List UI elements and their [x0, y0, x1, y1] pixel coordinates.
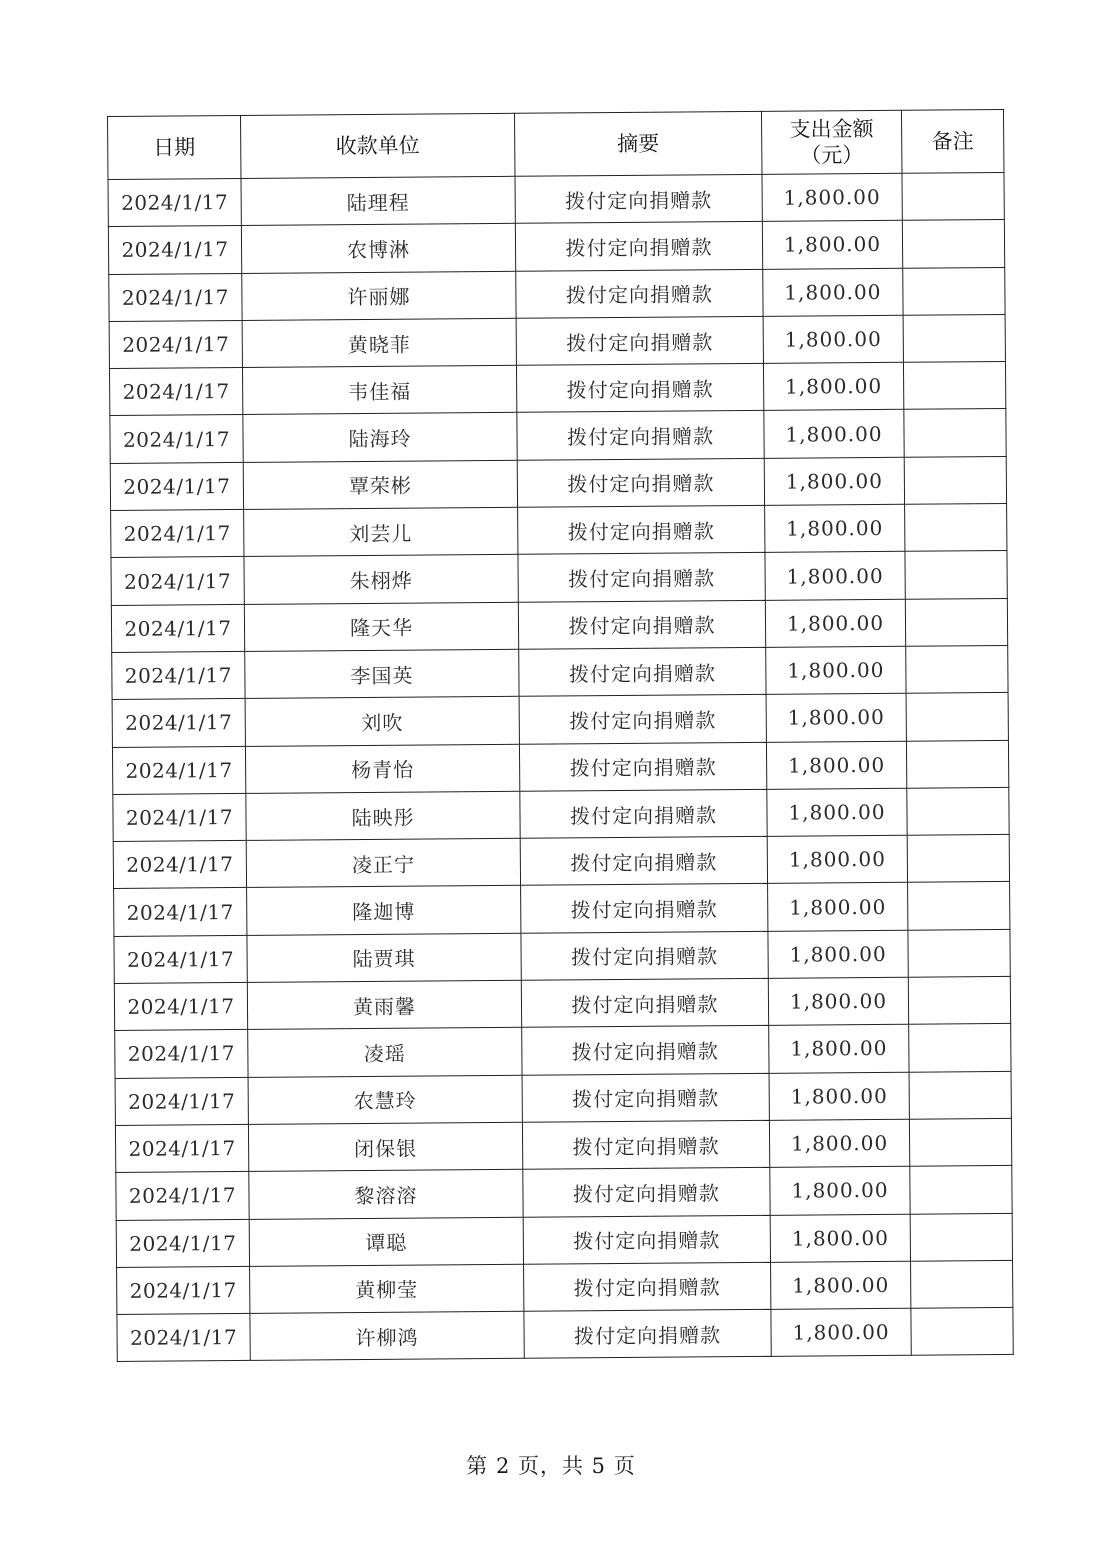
summary-cell: 拨付定向捐赠款: [524, 1309, 771, 1358]
payee-cell: 黄柳莹: [250, 1264, 524, 1313]
payee-cell: 许丽娜: [242, 271, 516, 320]
expenditure-table: [107, 109, 1014, 1362]
table-row: [111, 504, 1007, 558]
remarks-cell: [905, 598, 1007, 646]
table-row: [109, 362, 1005, 416]
amount-cell: 1,800.00: [762, 173, 902, 221]
summary-cell: 拨付定向捐赠款: [519, 647, 766, 696]
remarks-cell: [907, 835, 1009, 883]
remarks-cell: [908, 976, 1010, 1024]
summary-cell: 拨付定向捐赠款: [522, 1120, 769, 1169]
date-cell: 2024/1/17: [110, 462, 243, 510]
table-row: [117, 1260, 1013, 1314]
remarks-cell: [911, 1308, 1013, 1356]
amount-cell: 1,800.00: [765, 504, 905, 552]
payee-cell: 凌正宁: [246, 838, 520, 887]
summary-cell: 拨付定向捐赠款: [524, 1262, 771, 1311]
amount-cell: 1,800.00: [768, 977, 908, 1025]
amount-cell: 1,800.00: [763, 315, 903, 363]
payee-cell: 黎溶溶: [249, 1170, 523, 1219]
amount-cell: 1,800.00: [763, 362, 903, 410]
payee-cell: 陆海玲: [243, 413, 517, 462]
date-cell: 2024/1/17: [108, 226, 241, 274]
payee-cell: 闭保银: [248, 1122, 522, 1171]
remarks-cell: [906, 645, 1008, 693]
date-cell: 2024/1/17: [109, 320, 242, 368]
table-row: [114, 882, 1010, 936]
payee-cell: 韦佳福: [242, 365, 516, 414]
payee-cell: 谭聪: [249, 1217, 523, 1266]
payee-cell: 隆天华: [244, 602, 518, 651]
date-cell: 2024/1/17: [117, 1266, 250, 1314]
amount-cell: 1,800.00: [768, 930, 908, 978]
remarks-cell: [905, 551, 1007, 599]
summary-cell: 拨付定向捐赠款: [523, 1168, 770, 1217]
date-cell: 2024/1/17: [111, 604, 244, 652]
summary-cell: 拨付定向捐赠款: [518, 505, 765, 554]
table-row: [114, 929, 1010, 983]
date-cell: 2024/1/17: [115, 1124, 248, 1172]
header-remarks: 备注: [901, 109, 1003, 173]
amount-cell: 1,800.00: [764, 410, 904, 458]
payee-cell: 刘吹: [245, 697, 519, 746]
summary-cell: 拨付定向捐赠款: [516, 316, 763, 365]
payee-cell: 农慧玲: [248, 1075, 522, 1124]
remarks-cell: [903, 362, 1005, 410]
summary-cell: 拨付定向捐赠款: [516, 269, 763, 318]
payee-cell: 朱栩烨: [244, 555, 518, 604]
summary-cell: 拨付定向捐赠款: [518, 600, 765, 649]
date-cell: 2024/1/17: [112, 699, 245, 747]
amount-cell: 1,800.00: [767, 835, 907, 883]
amount-cell: 1,800.00: [769, 1119, 909, 1167]
payee-cell: 杨青怡: [245, 744, 519, 793]
remarks-cell: [903, 267, 1005, 315]
amount-cell: 1,800.00: [771, 1261, 911, 1309]
table-row: [116, 1166, 1012, 1220]
summary-cell: 拨付定向捐赠款: [521, 931, 768, 980]
remarks-cell: [902, 172, 1004, 220]
date-cell: 2024/1/17: [111, 557, 244, 605]
summary-cell: 拨付定向捐赠款: [515, 174, 762, 223]
remarks-cell: [909, 1071, 1011, 1119]
date-cell: 2024/1/17: [110, 415, 243, 463]
summary-cell: 拨付定向捐赠款: [517, 458, 764, 507]
amount-cell: 1,800.00: [763, 268, 903, 316]
payee-cell: 黄雨馨: [247, 980, 521, 1029]
amount-cell: 1,800.00: [769, 1025, 909, 1073]
amount-cell: 1,800.00: [765, 552, 905, 600]
table-row: [113, 835, 1009, 889]
table-row: [111, 598, 1007, 652]
date-cell: 2024/1/17: [117, 1314, 250, 1362]
summary-cell: 拨付定向捐赠款: [519, 695, 766, 744]
date-cell: 2024/1/17: [109, 273, 242, 321]
table-header-row: [108, 109, 1004, 179]
table-row: [115, 1024, 1011, 1078]
payee-cell: 许柳鸿: [250, 1311, 524, 1360]
payee-cell: 隆迦博: [247, 886, 521, 935]
header-payee: 收款单位: [240, 113, 514, 178]
amount-cell: 1,800.00: [768, 883, 908, 931]
amount-cell: 1,800.00: [766, 741, 906, 789]
amount-cell: 1,800.00: [762, 221, 902, 269]
table-row: [116, 1213, 1012, 1267]
table-row: [108, 220, 1004, 274]
remarks-cell: [908, 929, 1010, 977]
remarks-cell: [911, 1260, 1013, 1308]
summary-cell: 拨付定向捐赠款: [523, 1215, 770, 1264]
payee-cell: 陆理程: [241, 176, 515, 225]
remarks-cell: [904, 409, 1006, 457]
amount-cell: 1,800.00: [770, 1166, 910, 1214]
amount-cell: 1,800.00: [766, 646, 906, 694]
date-cell: 2024/1/17: [114, 982, 247, 1030]
payee-cell: 凌瑶: [248, 1028, 522, 1077]
table-row: [108, 172, 1004, 226]
remarks-cell: [909, 1118, 1011, 1166]
remarks-cell: [907, 787, 1009, 835]
payee-cell: 农博淋: [241, 224, 515, 273]
summary-cell: 拨付定向捐赠款: [522, 1026, 769, 1075]
payee-cell: 李国英: [245, 649, 519, 698]
date-cell: 2024/1/17: [113, 841, 246, 889]
header-amount: [761, 110, 901, 174]
summary-cell: 拨付定向捐赠款: [520, 836, 767, 885]
date-cell: 2024/1/17: [115, 1030, 248, 1078]
summary-cell: 拨付定向捐赠款: [515, 222, 762, 271]
table-row: [111, 551, 1007, 605]
remarks-cell: [902, 220, 1004, 268]
date-cell: 2024/1/17: [114, 935, 247, 983]
date-cell: 2024/1/17: [112, 651, 245, 699]
summary-cell: 拨付定向捐赠款: [518, 553, 765, 602]
amount-cell: 1,800.00: [767, 788, 907, 836]
date-cell: 2024/1/17: [111, 510, 244, 558]
remarks-cell: [904, 456, 1006, 504]
header-date: 日期: [108, 115, 241, 179]
remarks-cell: [909, 1024, 1011, 1072]
header-amount-unit: （元）: [800, 143, 864, 168]
table-row: [110, 456, 1006, 510]
date-cell: 2024/1/17: [114, 888, 247, 936]
table-row: [110, 409, 1006, 463]
amount-cell: 1,800.00: [771, 1308, 911, 1356]
payee-cell: 刘芸儿: [244, 507, 518, 556]
table-body: [108, 172, 1013, 1361]
table-row: [114, 976, 1010, 1030]
payee-cell: 陆贾琪: [247, 933, 521, 982]
date-cell: 2024/1/17: [108, 178, 241, 226]
remarks-cell: [908, 882, 1010, 930]
table-row: [117, 1308, 1013, 1362]
table-row: [115, 1118, 1011, 1172]
header-amount-label: 支出金额: [789, 116, 874, 142]
summary-cell: 拨付定向捐赠款: [517, 411, 764, 460]
summary-cell: 拨付定向捐赠款: [521, 884, 768, 933]
summary-cell: 拨付定向捐赠款: [521, 978, 768, 1027]
date-cell: 2024/1/17: [116, 1219, 249, 1267]
remarks-cell: [906, 740, 1008, 788]
payee-cell: 覃荣彬: [243, 460, 517, 509]
remarks-cell: [910, 1213, 1012, 1261]
amount-cell: 1,800.00: [764, 457, 904, 505]
summary-cell: 拨付定向捐赠款: [520, 789, 767, 838]
amount-cell: 1,800.00: [766, 694, 906, 742]
summary-cell: 拨付定向捐赠款: [519, 742, 766, 791]
remarks-cell: [903, 314, 1005, 362]
date-cell: 2024/1/17: [112, 746, 245, 794]
header-summary: 摘要: [514, 111, 761, 176]
date-cell: 2024/1/17: [113, 793, 246, 841]
table-row: [112, 693, 1008, 747]
table-row: [115, 1071, 1011, 1125]
remarks-cell: [906, 693, 1008, 741]
table-row: [112, 645, 1008, 699]
remarks-cell: [905, 504, 1007, 552]
date-cell: 2024/1/17: [116, 1172, 249, 1220]
page-number: 第 2 页，共 5 页: [466, 1454, 636, 1478]
table-row: [112, 740, 1008, 794]
payee-cell: 陆映彤: [246, 791, 520, 840]
summary-cell: 拨付定向捐赠款: [516, 364, 763, 413]
date-cell: 2024/1/17: [115, 1077, 248, 1125]
amount-cell: 1,800.00: [770, 1214, 910, 1262]
summary-cell: 拨付定向捐赠款: [522, 1073, 769, 1122]
table-row: [113, 787, 1009, 841]
date-cell: 2024/1/17: [109, 368, 242, 416]
remarks-cell: [910, 1166, 1012, 1214]
table-row: [109, 314, 1005, 368]
amount-cell: 1,800.00: [765, 599, 905, 647]
table-row: [109, 267, 1005, 321]
amount-cell: 1,800.00: [769, 1072, 909, 1120]
payee-cell: 黄晓菲: [242, 318, 516, 367]
